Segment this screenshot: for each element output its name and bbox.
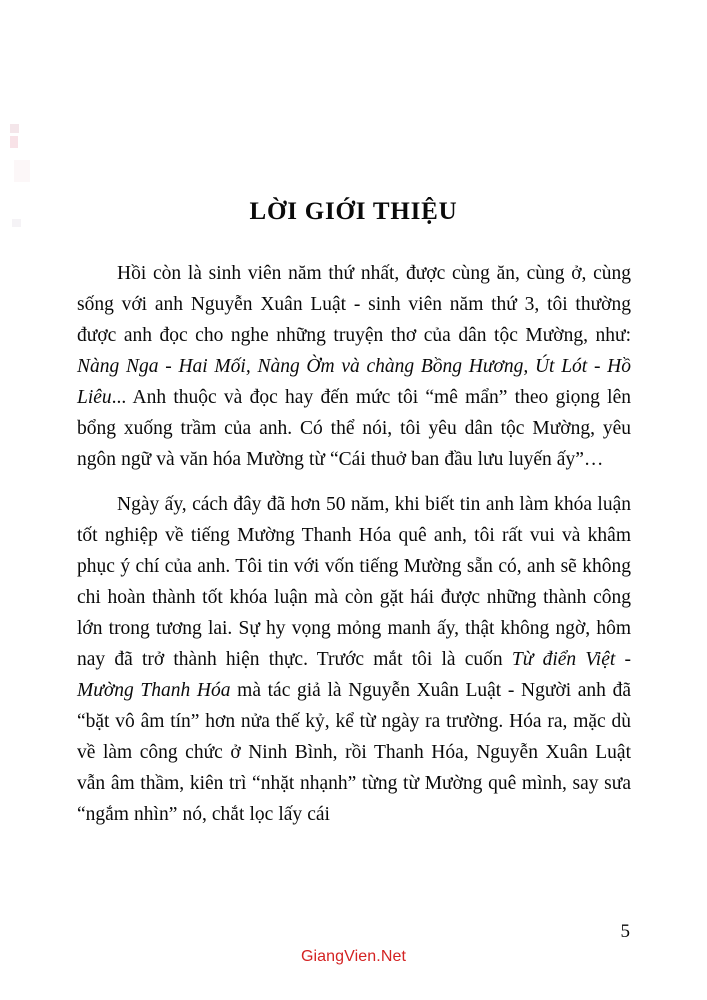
text-run: ... Anh thuộc và đọc hay đến mức tôi “mê mẩn” theo giọng lên bổng xuống trầm của anh. Có thể nói, tôi yêu dân tộc Mường, yêu ngôn ngữ và văn hóa Mường từ “Cái thuở ban đầu lưu luyến ấy”…	[77, 387, 631, 470]
scan-artifact	[10, 136, 18, 148]
scan-artifact	[10, 124, 19, 133]
paragraph-1	[77, 258, 631, 475]
text-run: mà tác giả là Nguyễn Xuân Luật - Người anh đã “bặt vô âm tín” hơn nửa thế kỷ, kể từ ngày ra trường. Hóa ra, mặc dù về làm công chức ở Ninh Bình, rồi Thanh Hóa, Nguyễn Xuân Luật vẫn âm thầm, kiên trì “nhặt nhạnh” từng từ Mường quê mình, say sưa “ngắm nhìn” nó, chắt lọc lấy cái	[77, 680, 631, 825]
text-run: Hồi còn là sinh viên năm thứ nhất, được cùng ăn, cùng ở, cùng sống với anh Nguyễn Xuân Luật - sinh viên năm thứ 3, tôi thường được anh đọc cho nghe những truyện thơ của dân tộc Mường, như:	[77, 263, 631, 346]
italic-run: Nàng Nga - Hai Mối, Nàng Ờm và chàng Bồng Hương, Út Lót - Hồ Liêu	[77, 356, 631, 408]
paragraph-2	[77, 489, 631, 830]
italic-run: Từ điển Việt - Mường Thanh Hóa	[77, 649, 631, 701]
text-run: Ngày ấy, cách đây đã hơn 50 năm, khi biết tin anh làm khóa luận tốt nghiệp về tiếng Mường Thanh Hóa quê anh, tôi rất vui và khâm phục ý chí của anh. Tôi tin với vốn tiếng Mường sẵn có, anh sẽ không chi hoàn thành tốt khóa luận mà còn gặt hái được những thành công lớn trong tương lai. Sự hy vọng mỏng manh ấy, thật không ngờ, hôm nay đã trở thành hiện thực. Trước mắt tôi là cuốn	[77, 494, 631, 670]
scan-artifact	[14, 160, 30, 182]
page-title: LỜI GIỚI THIỆU	[249, 197, 458, 225]
page-number: 5	[620, 921, 630, 942]
body-text	[77, 258, 631, 830]
watermark: GiangVien.Net	[300, 948, 407, 965]
